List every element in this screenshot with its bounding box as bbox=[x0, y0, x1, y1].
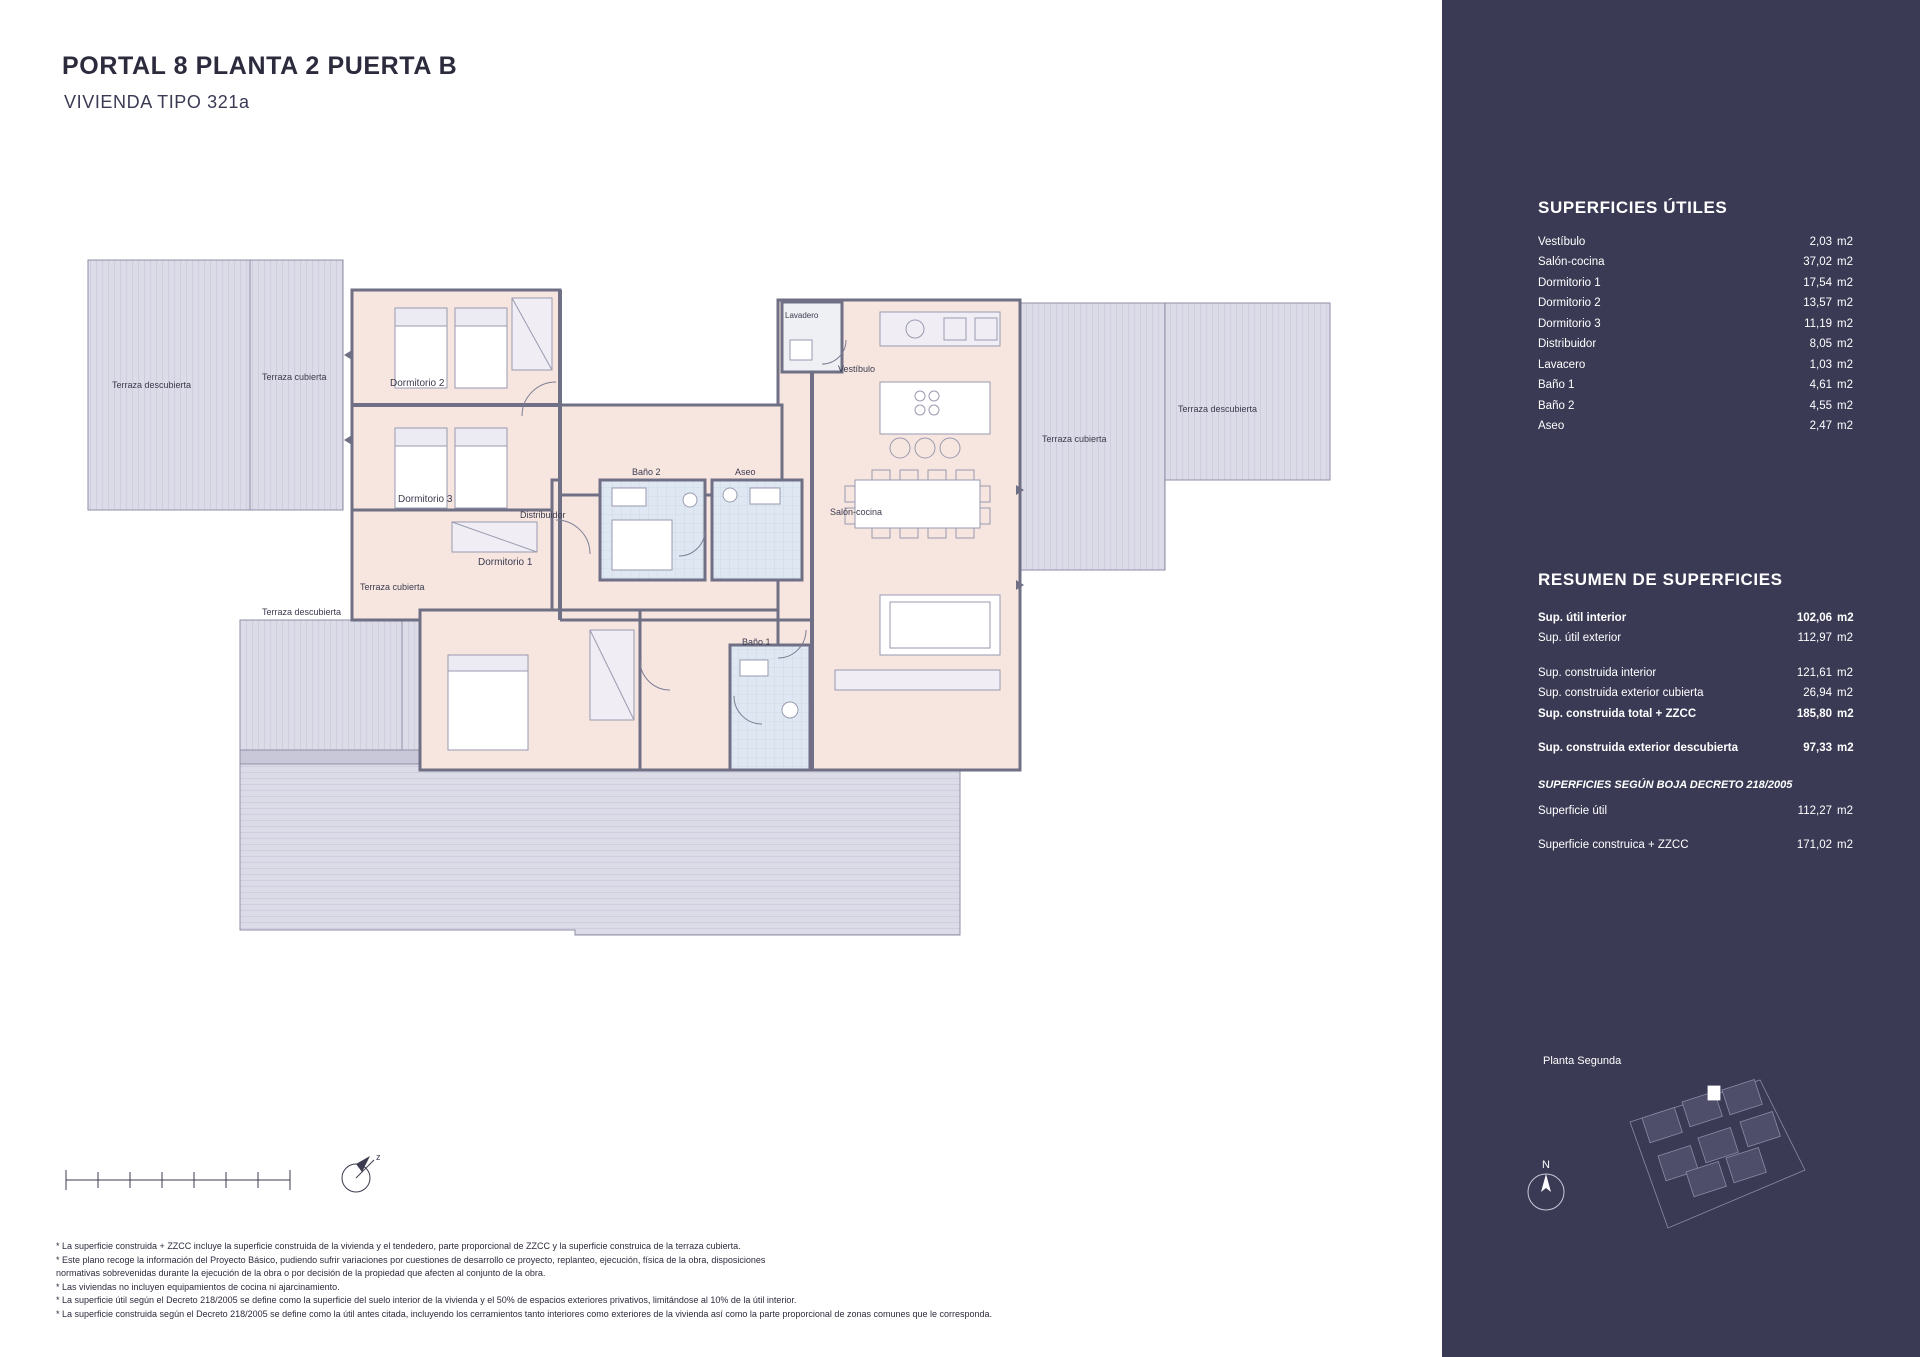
summary-label: Sup. construida total + ZZCC bbox=[1538, 707, 1697, 720]
area-unit: m2 bbox=[1837, 338, 1853, 350]
area-unit: m2 bbox=[1837, 235, 1853, 248]
area-value: 37,02 bbox=[1803, 256, 1832, 268]
area-row bbox=[1538, 273, 1858, 294]
room-label: Aseo bbox=[735, 467, 756, 477]
area-value: 1,03 bbox=[1809, 358, 1832, 371]
area-row bbox=[1538, 396, 1858, 417]
area-value: 2,47 bbox=[1809, 420, 1832, 432]
room-label: Terraza descubierta bbox=[262, 607, 342, 617]
decree-label: Superficie construica + ZZCC bbox=[1538, 839, 1689, 851]
summary-row bbox=[1538, 739, 1858, 760]
area-row bbox=[1538, 376, 1858, 397]
room-label: Dormitorio 1 bbox=[478, 557, 533, 568]
area-row bbox=[1538, 335, 1858, 356]
area-row bbox=[1538, 253, 1858, 274]
summary-value: 121,61 bbox=[1796, 666, 1832, 679]
footnote-item: * La superficie construida + ZZCC incluye la superficie construida de la vivienda y el tendedero, parte proporcional de ZZCC y la superficie construica de la terraza cubierta. bbox=[56, 1241, 741, 1251]
summary-unit: m2 bbox=[1837, 707, 1854, 720]
area-unit: m2 bbox=[1837, 420, 1853, 432]
area-label: Lavacero bbox=[1538, 358, 1586, 371]
keyplan-north-label: N bbox=[1542, 1159, 1550, 1171]
area-label: Salón-cocina bbox=[1538, 256, 1605, 268]
room-label: Distribuidor bbox=[520, 510, 566, 520]
room-label: Terraza descubierta bbox=[112, 380, 192, 390]
room-label: Terraza descubierta bbox=[1178, 404, 1258, 414]
area-label: Dormitorio 3 bbox=[1538, 317, 1601, 330]
floorplan-drawing bbox=[0, 190, 1442, 1310]
area-row bbox=[1538, 417, 1858, 438]
useful-areas-list bbox=[1538, 232, 1858, 437]
area-row bbox=[1538, 314, 1858, 335]
area-row bbox=[1538, 232, 1858, 253]
summary-label: Sup. construida exterior descubierta bbox=[1538, 742, 1739, 754]
terrace-bottom bbox=[240, 750, 960, 935]
page-subtitle: VIVIENDA TIPO 321a bbox=[64, 92, 250, 112]
area-label: Baño 2 bbox=[1538, 399, 1575, 412]
area-unit: m2 bbox=[1837, 317, 1853, 330]
summary-heading: RESUMEN DE SUPERFICIES bbox=[1538, 570, 1783, 589]
scale-bar bbox=[58, 1160, 298, 1200]
decree-label: Superficie útil bbox=[1538, 804, 1608, 817]
summary-row bbox=[1538, 629, 1858, 650]
room-label: Vestíbulo bbox=[838, 364, 876, 374]
decree-row bbox=[1538, 836, 1858, 857]
area-label: Dormitorio 1 bbox=[1538, 276, 1601, 289]
area-row bbox=[1538, 355, 1858, 376]
footnotes bbox=[56, 1240, 1236, 1321]
compass-label: z bbox=[376, 1152, 381, 1162]
summary-unit: m2 bbox=[1837, 687, 1853, 699]
area-label: Aseo bbox=[1538, 420, 1565, 432]
summary-row bbox=[1538, 684, 1858, 705]
keyplan-compass-icon bbox=[1518, 1150, 1578, 1220]
area-unit: m2 bbox=[1837, 358, 1853, 371]
summary-label: Sup. construida interior bbox=[1538, 666, 1657, 679]
area-label: Baño 1 bbox=[1538, 379, 1575, 391]
area-value: 4,61 bbox=[1809, 379, 1832, 391]
summary-value: 102,06 bbox=[1796, 611, 1832, 624]
summary-unit: m2 bbox=[1837, 666, 1853, 679]
decree-unit: m2 bbox=[1837, 804, 1853, 817]
keyplan-label: Planta Segunda bbox=[1543, 1055, 1622, 1067]
area-value: 13,57 bbox=[1803, 297, 1832, 309]
summary-unit: m2 bbox=[1837, 611, 1854, 624]
area-unit: m2 bbox=[1837, 256, 1853, 268]
summary-row bbox=[1538, 608, 1858, 629]
footnote-item: * La superficie construida según el Decreto 218/2005 se define como la útil antes citada, incluyendo los cerramientos tanto interiores como exteriores de la vivienda así como la parte proporcional de zonas comunes que le corresponda. bbox=[56, 1308, 993, 1319]
footnote-item: * Este plano recoge la información del Proyecto Básico, pudiendo sufrir variaciones por cuestiones de desarrollo ce proyecto, replanteo, ejecución, física de la obra, disposiciones bbox=[56, 1254, 766, 1265]
summary-unit: m2 bbox=[1837, 742, 1854, 754]
area-unit: m2 bbox=[1837, 276, 1853, 289]
decree-heading: SUPERFICIES SEGÚN BOJA DECRETO 218/2005 bbox=[1538, 779, 1793, 791]
area-value: 11,19 bbox=[1804, 317, 1832, 330]
area-label: Vestíbulo bbox=[1538, 235, 1586, 248]
area-unit: m2 bbox=[1837, 399, 1853, 412]
summary-list bbox=[1538, 608, 1858, 856]
decree-value: 112,27 bbox=[1797, 804, 1832, 817]
area-value: 4,55 bbox=[1809, 399, 1832, 412]
summary-value: 97,33 bbox=[1803, 742, 1832, 754]
page-title: PORTAL 8 PLANTA 2 PUERTA B bbox=[62, 52, 458, 80]
footnote-item: normativas sobrevenidas durante la ejecución de la obra o por decisión de la propiedad que afecten al conjunto de la obra. bbox=[56, 1268, 546, 1278]
room-label: Lavadero bbox=[785, 311, 819, 320]
room-label: Terraza cubierta bbox=[262, 372, 327, 382]
area-value: 17,54 bbox=[1803, 276, 1832, 289]
area-value: 2,03 bbox=[1809, 235, 1832, 248]
area-value: 8,05 bbox=[1809, 338, 1832, 350]
summary-value: 185,80 bbox=[1796, 707, 1832, 720]
area-label: Dormitorio 2 bbox=[1538, 297, 1601, 309]
summary-label: Sup. útil interior bbox=[1538, 611, 1627, 624]
compass-icon bbox=[330, 1148, 400, 1208]
decree-row bbox=[1538, 801, 1858, 822]
summary-value: 26,94 bbox=[1803, 687, 1832, 699]
room-label: Baño 1 bbox=[742, 637, 771, 647]
room-label: Salón-cocina bbox=[830, 507, 883, 517]
area-unit: m2 bbox=[1837, 297, 1853, 309]
summary-label: Sup. útil exterior bbox=[1538, 632, 1622, 644]
summary-row bbox=[1538, 663, 1858, 684]
decree-unit: m2 bbox=[1837, 839, 1853, 851]
area-row bbox=[1538, 294, 1858, 315]
useful-areas-heading: SUPERFICIES ÚTILES bbox=[1538, 198, 1728, 217]
room-label: Terraza cubierta bbox=[360, 582, 425, 592]
summary-label: Sup. construida exterior cubierta bbox=[1538, 687, 1704, 699]
footnote-item: * Las viviendas no incluyen equipamientos de cocina ni ajarcinamiento. bbox=[56, 1281, 340, 1292]
room-label: Dormitorio 3 bbox=[398, 494, 453, 505]
room-label: Terraza cubierta bbox=[1042, 434, 1107, 444]
room-label: Baño 2 bbox=[632, 467, 661, 477]
summary-row bbox=[1538, 704, 1858, 725]
keyplan-diagram bbox=[1590, 1060, 1820, 1250]
summary-unit: m2 bbox=[1837, 632, 1853, 644]
summary-value: 112,97 bbox=[1797, 632, 1832, 644]
area-unit: m2 bbox=[1837, 379, 1853, 391]
footnote-item: * La superficie útil según el Decreto 218/2005 se define como la superficie del suelo interior de la vivienda y el 50% de espacios exteriores privativos, limitándose al 10% de la útil interior. bbox=[56, 1295, 797, 1305]
decree-value: 171,02 bbox=[1796, 839, 1832, 851]
room-label: Dormitorio 2 bbox=[390, 378, 445, 389]
area-label: Distribuidor bbox=[1538, 338, 1597, 350]
